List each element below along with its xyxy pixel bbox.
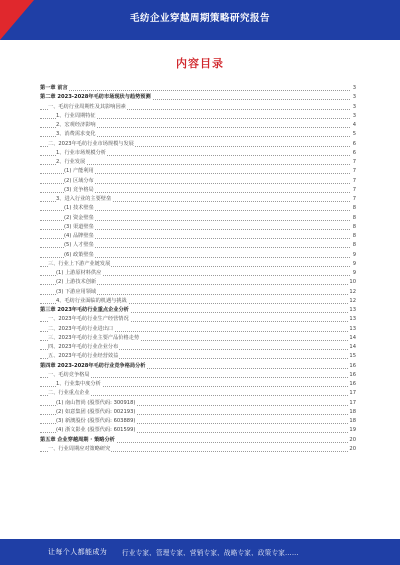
toc-entry-page: 3: [352, 103, 356, 112]
toc-entry-page: 6: [352, 149, 356, 158]
toc-entry-page: 14: [348, 343, 356, 352]
toc-entry-page: 8: [352, 214, 356, 223]
toc-entry-text: (1) 技术壁垒: [64, 204, 95, 213]
toc-entry-text: (5) 人才壁垒: [64, 241, 95, 250]
toc-entry-text: 一、毛纺行业周期性及其影响因素: [48, 103, 127, 112]
toc-entry-text: (4) 浙文影业 (股票代码: 601599): [56, 426, 136, 435]
toc-entry[interactable]: [40, 436, 356, 445]
toc-entry-text: 三、2023年毛纺行业主要产品价格走势: [48, 334, 140, 343]
footer-slogan: 让每个人都能成为: [48, 548, 108, 556]
toc-entry-text: 三、行业上下游产业链发展: [48, 260, 111, 269]
toc-entry-page: 17: [348, 389, 356, 398]
toc-entry[interactable]: [40, 260, 356, 269]
toc-entry[interactable]: [40, 426, 356, 435]
toc-entry[interactable]: [40, 315, 356, 324]
toc-entry-page: 7: [352, 158, 356, 167]
toc-entry[interactable]: [40, 362, 356, 371]
toc-entry-page: 4: [352, 121, 356, 130]
toc-entry[interactable]: [40, 334, 356, 343]
toc-entry[interactable]: [40, 195, 356, 204]
toc-entry-text: (2) 上游技术创新: [56, 278, 97, 287]
toc-entry[interactable]: [40, 186, 356, 195]
toc-entry-page: 10: [348, 278, 356, 287]
toc-entry[interactable]: [40, 251, 356, 260]
toc-entry[interactable]: [40, 417, 356, 426]
toc-entry-text: (3) 渠道壁垒: [64, 223, 95, 232]
toc-entry[interactable]: [40, 325, 356, 334]
toc-leader-dots: [40, 164, 350, 165]
toc-entry-page: 18: [348, 408, 356, 417]
toc-entry-page: 16: [348, 362, 356, 371]
toc-entry-page: 16: [348, 371, 356, 380]
toc-entry-text: (3) 下游应用领域: [56, 288, 97, 297]
toc-entry-text: (1) 南山智尚 (股票代码: 300918): [56, 399, 136, 408]
toc-entry[interactable]: [40, 343, 356, 352]
toc-entry[interactable]: [40, 93, 356, 102]
toc-entry-page: 18: [348, 417, 356, 426]
toc-entry[interactable]: [40, 297, 356, 306]
toc-entry[interactable]: [40, 389, 356, 398]
toc-entry-text: (2) 资金壁垒: [64, 214, 95, 223]
toc-entry[interactable]: [40, 121, 356, 130]
toc-entry[interactable]: [40, 112, 356, 121]
toc-entry-page: 3: [352, 84, 356, 93]
toc-entry-page: 14: [348, 334, 356, 343]
toc-title: 内容目录: [176, 57, 224, 70]
toc-entry[interactable]: [40, 140, 356, 149]
toc-entry[interactable]: [40, 380, 356, 389]
toc-entry-page: 17: [348, 399, 356, 408]
toc-entry-page: 6: [352, 140, 356, 149]
toc-entry-text: 第五章 企业穿越周期 · 策略分析: [40, 436, 116, 445]
toc-entry[interactable]: [40, 306, 356, 315]
toc-entry[interactable]: [40, 278, 356, 287]
toc-entry[interactable]: [40, 158, 356, 167]
toc-entry-page: 7: [352, 167, 356, 176]
toc-entry-text: 四、2023年毛纺行业企业分布: [48, 343, 119, 352]
toc-entry-page: 12: [348, 297, 356, 306]
toc-entry[interactable]: [40, 214, 356, 223]
toc-entry-text: 第三章 2023年毛纺行业重点企业分析: [40, 306, 130, 315]
toc-entry-text: (1) 产能利用: [64, 167, 95, 176]
toc-entry-page: 9: [352, 251, 356, 260]
toc-entry-text: 1、行业集中度分析: [56, 380, 102, 389]
toc-entry-text: 3、进入行业的主要壁垒: [56, 195, 112, 204]
toc-entry-page: 8: [352, 241, 356, 250]
toc-entry-page: 5: [352, 130, 356, 139]
header-bar: [0, 0, 400, 40]
toc-entry[interactable]: [40, 445, 356, 454]
toc-entry-page: 9: [352, 269, 356, 278]
toc-entry[interactable]: [40, 149, 356, 158]
toc-entry-text: 二、2023年毛纺行业市场规模与发展: [48, 140, 135, 149]
toc-entry-text: 1、行业市场规模分析: [56, 149, 107, 158]
toc-entry-page: 13: [348, 306, 356, 315]
toc-entry-text: 五、2023年毛纺行业经营效益: [48, 352, 119, 361]
toc-entry[interactable]: [40, 103, 356, 112]
toc-entry[interactable]: [40, 177, 356, 186]
toc-entry-text: (6) 政策壁垒: [64, 251, 95, 260]
toc-entry-text: 一、毛纺竞争格局: [48, 371, 91, 380]
toc-entry-page: 20: [348, 445, 356, 454]
toc-entry-text: (3) 新澳股份 (股票代码: 603889): [56, 417, 136, 426]
toc-entry-text: 1、行业周期特征: [56, 112, 97, 121]
toc-entry-text: 2、宏观经济影响: [56, 121, 97, 130]
toc-entry[interactable]: [40, 408, 356, 417]
document-header-title: 毛纺企业穿越周期策略研究报告: [129, 13, 270, 24]
toc-entry[interactable]: [40, 223, 356, 232]
toc-entry-page: 16: [348, 380, 356, 389]
table-of-contents: [40, 84, 356, 454]
toc-entry-text: 第四章 2023-2028年毛纺行业竞争格局分析: [40, 362, 146, 371]
toc-entry-text: 3、消费需求变化: [56, 130, 97, 139]
footer-bar: [0, 539, 400, 565]
toc-entry-page: 15: [348, 352, 356, 361]
toc-entry-page: 3: [352, 93, 356, 102]
toc-entry-page: 13: [348, 325, 356, 334]
toc-entry-text: 第一章 前言: [40, 84, 69, 93]
toc-entry-page: 7: [352, 186, 356, 195]
toc-entry-text: 一、2023年毛纺行业生产经营情况: [48, 315, 130, 324]
toc-entry[interactable]: [40, 84, 356, 93]
toc-entry[interactable]: [40, 288, 356, 297]
toc-entry-page: 7: [352, 177, 356, 186]
toc-entry[interactable]: [40, 167, 356, 176]
toc-entry-page: 8: [352, 232, 356, 241]
toc-entry-page: 3: [352, 112, 356, 121]
toc-entry-page: 12: [348, 288, 356, 297]
toc-leader-dots: [40, 90, 350, 91]
toc-entry-text: (1) 上游原材料供应: [56, 269, 102, 278]
footer-expert-list: 行业专家、管理专家、营销专家、战略专家、政策专家……: [122, 549, 299, 557]
toc-entry-text: (4) 品牌壁垒: [64, 232, 95, 241]
toc-entry[interactable]: [40, 269, 356, 278]
toc-entry-page: 19: [348, 426, 356, 435]
toc-entry-text: (3) 竞争格局: [64, 186, 95, 195]
toc-entry-text: 第二章 2023-2028年毛纺市场现状与趋势预测: [40, 93, 152, 102]
toc-entry-text: 二、2023年毛纺行业进出口: [48, 325, 114, 334]
toc-entry-page: 9: [352, 260, 356, 269]
toc-entry-text: 4、毛纺行业面临的机遇与挑战: [56, 297, 128, 306]
toc-entry-page: 20: [348, 436, 356, 445]
toc-entry[interactable]: [40, 352, 356, 361]
toc-entry[interactable]: [40, 204, 356, 213]
toc-entry-text: (2) 如意集团 (股票代码: 002193): [56, 408, 136, 417]
toc-entry-text: 一、行业周期应对策略研究: [48, 445, 111, 454]
toc-entry-page: 13: [348, 315, 356, 324]
toc-entry[interactable]: [40, 241, 356, 250]
toc-entry-text: (2) 区域分布: [64, 177, 95, 186]
toc-entry[interactable]: [40, 399, 356, 408]
toc-entry-text: 2、行业发展: [56, 158, 86, 167]
toc-entry[interactable]: [40, 130, 356, 139]
toc-entry-page: 7: [352, 195, 356, 204]
toc-entry-text: 二、行业重点企业: [48, 389, 91, 398]
toc-entry[interactable]: [40, 371, 356, 380]
toc-entry[interactable]: [40, 232, 356, 241]
toc-entry-page: 8: [352, 223, 356, 232]
toc-entry-page: 8: [352, 204, 356, 213]
